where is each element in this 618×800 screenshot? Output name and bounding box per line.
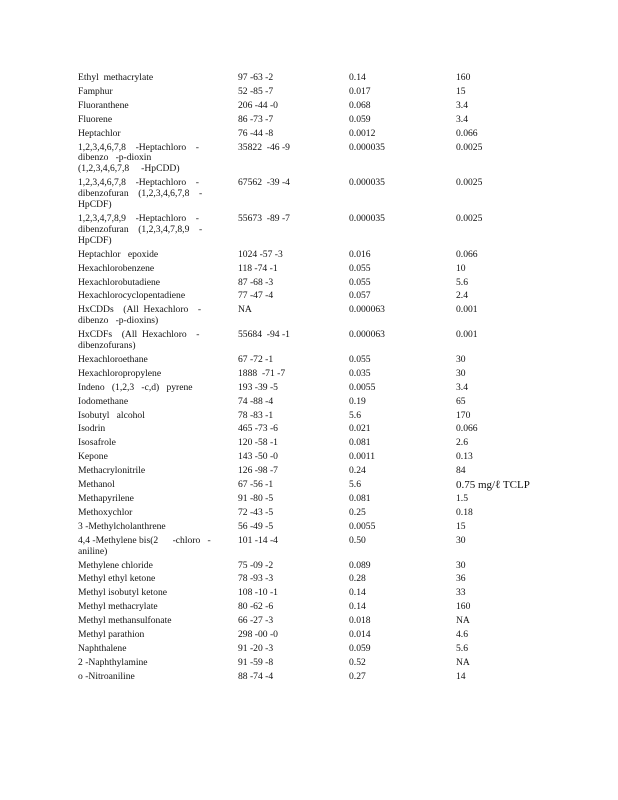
wastewater-standard: 0.055 — [349, 353, 371, 365]
wastewater-standard: 5.6 — [349, 479, 361, 491]
wastewater-standard: 0.25 — [349, 506, 366, 518]
wastewater-standard: 0.50 — [349, 534, 366, 546]
table-row — [78, 494, 556, 508]
constituent-name: Kepone — [78, 451, 108, 463]
table-row — [78, 411, 556, 425]
nonwastewater-standard: 0.0025 — [456, 177, 483, 189]
constituent-name: Isodrin — [78, 423, 106, 435]
table-row — [78, 452, 556, 466]
table-row — [78, 630, 556, 644]
constituent-name: 1,2,3,4,6,7,8 -Heptachloro - dibenzofuran (1,2,3,4,6,7,8 - HpCDF) — [78, 177, 203, 211]
nonwastewater-standard: 10 — [456, 262, 466, 274]
table-row — [78, 291, 556, 305]
wastewater-standard: 0.081 — [349, 437, 371, 449]
nonwastewater-standard: 30 — [456, 534, 466, 546]
cas-number: 298 -00 -0 — [238, 629, 278, 641]
nonwastewater-standard: 2.4 — [456, 290, 468, 302]
cas-number: 101 -14 -4 — [238, 534, 278, 546]
nonwastewater-standard: 160 — [456, 72, 471, 83]
nonwastewater-standard: 0.75 mg/ℓ TCLP — [456, 479, 530, 492]
wastewater-standard: 0.017 — [349, 85, 371, 97]
table-row — [78, 264, 556, 278]
nonwastewater-standard: 1.5 — [456, 493, 468, 504]
table-row — [78, 178, 556, 214]
wastewater-standard: 0.0055 — [349, 520, 376, 532]
wastewater-standard: 0.000063 — [349, 304, 385, 316]
table-row — [78, 424, 556, 438]
constituent-name: Fluorene — [78, 113, 113, 125]
cas-number: 118 -74 -1 — [238, 262, 278, 274]
cas-number: 91 -80 -5 — [238, 493, 274, 504]
constituent-name: Iodomethane — [78, 395, 129, 407]
cas-number: 126 -98 -7 — [238, 465, 278, 477]
constituent-name: 3 -Methylcholanthrene — [78, 520, 166, 532]
cas-number: 76 -44 -8 — [238, 127, 274, 139]
nonwastewater-standard: 14 — [456, 670, 466, 682]
cas-number: 86 -73 -7 — [238, 113, 274, 125]
nonwastewater-standard: 0.001 — [456, 329, 478, 341]
table-row — [78, 143, 556, 179]
nonwastewater-standard: 5.6 — [456, 642, 468, 654]
constituent-name: Fluoranthene — [78, 99, 129, 111]
table-row — [78, 480, 556, 494]
constituent-name: 4,4 -Methylene bis(2 -chloro - aniline) — [78, 534, 211, 557]
table-row — [78, 101, 556, 115]
cas-number: 80 -62 -6 — [238, 601, 274, 613]
wastewater-standard: 0.14 — [349, 601, 366, 613]
constituent-name: 1,2,3,4,7,8,9 -Heptachloro - dibenzofuran (1,2,3,4,7,8,9 - HpCDF) — [78, 212, 203, 246]
nonwastewater-standard: 30 — [456, 559, 466, 571]
wastewater-standard: 0.068 — [349, 99, 371, 111]
table-row — [78, 369, 556, 383]
constituent-name: Methapyrilene — [78, 493, 134, 504]
cas-number: 91 -20 -3 — [238, 642, 274, 654]
nonwastewater-standard: 0.18 — [456, 506, 473, 518]
cas-number: 88 -74 -4 — [238, 670, 274, 682]
table-row — [78, 355, 556, 369]
nonwastewater-standard: 0.0025 — [456, 141, 483, 153]
nonwastewater-standard: NA — [456, 615, 470, 627]
cas-number: 55673 -89 -7 — [238, 212, 290, 224]
constituent-name: 2 -Naphthylamine — [78, 656, 148, 668]
nonwastewater-standard: 15 — [456, 85, 466, 97]
table-row — [78, 602, 556, 616]
table-row — [78, 644, 556, 658]
wastewater-standard: 0.24 — [349, 465, 366, 477]
wastewater-standard: 0.0055 — [349, 381, 376, 393]
constituent-name: Methoxychlor — [78, 506, 133, 518]
wastewater-standard: 0.081 — [349, 493, 371, 504]
nonwastewater-standard: 84 — [456, 465, 466, 477]
nonwastewater-standard: 160 — [456, 601, 471, 613]
wastewater-standard: 0.000035 — [349, 177, 385, 189]
constituent-name: Hexachlorobenzene — [78, 262, 155, 274]
table-body — [78, 73, 556, 686]
constituent-name: Methyl parathion — [78, 629, 145, 641]
constituent-name: Methyl methacrylate — [78, 601, 158, 613]
constituent-name: Ethyl methacrylate — [78, 72, 154, 83]
table-row — [78, 305, 556, 330]
constituent-name: Heptachlor — [78, 127, 121, 139]
constituent-name: Methyl methansulfonate — [78, 615, 172, 627]
cas-number: 97 -63 -2 — [238, 72, 274, 83]
table-row — [78, 87, 556, 101]
table-row — [78, 508, 556, 522]
nonwastewater-standard: 0.001 — [456, 304, 478, 316]
cas-number: 87 -68 -3 — [238, 276, 274, 288]
constituent-name: Methyl ethyl ketone — [78, 573, 156, 585]
wastewater-standard: 0.089 — [349, 559, 371, 571]
wastewater-standard: 0.000063 — [349, 329, 385, 341]
constituent-name: Indeno (1,2,3 -c,d) pyrene — [78, 381, 193, 393]
table-row — [78, 658, 556, 672]
cas-number: 52 -85 -7 — [238, 85, 274, 97]
cas-number: 78 -93 -3 — [238, 573, 274, 585]
wastewater-standard: 0.035 — [349, 367, 371, 379]
table-row — [78, 616, 556, 630]
table-row — [78, 397, 556, 411]
cas-number: 56 -49 -5 — [238, 520, 274, 532]
table-row — [78, 588, 556, 602]
cas-number: 206 -44 -0 — [238, 99, 278, 111]
cas-number: 74 -88 -4 — [238, 395, 274, 407]
constituent-name: Methanol — [78, 479, 115, 491]
nonwastewater-standard: NA — [456, 656, 470, 668]
constituent-name: Methacrylonitrile — [78, 465, 146, 477]
nonwastewater-standard: 5.6 — [456, 276, 468, 288]
wastewater-standard: 0.19 — [349, 395, 366, 407]
wastewater-standard: 0.14 — [349, 72, 366, 83]
table-row — [78, 278, 556, 292]
wastewater-standard: 0.000035 — [349, 141, 385, 153]
table-row — [78, 383, 556, 397]
wastewater-standard: 0.52 — [349, 656, 366, 668]
nonwastewater-standard: 0.13 — [456, 451, 473, 463]
nonwastewater-standard: 15 — [456, 520, 466, 532]
nonwastewater-standard: 33 — [456, 587, 466, 599]
constituent-name: Hexachloroethane — [78, 353, 148, 365]
nonwastewater-standard: 3.4 — [456, 99, 468, 111]
nonwastewater-standard: 30 — [456, 353, 466, 365]
wastewater-standard: 0.055 — [349, 262, 371, 274]
wastewater-standard: 0.0011 — [349, 451, 376, 463]
table-row — [78, 330, 556, 355]
wastewater-standard: 0.055 — [349, 276, 371, 288]
constituent-name: Hexachlorocyclopentadiene — [78, 290, 186, 302]
table-row — [78, 561, 556, 575]
cas-number: 66 -27 -3 — [238, 615, 274, 627]
wastewater-standard: 0.14 — [349, 587, 366, 599]
wastewater-standard: 0.059 — [349, 113, 371, 125]
table-row — [78, 672, 556, 686]
wastewater-standard: 0.016 — [349, 248, 371, 260]
nonwastewater-standard: 30 — [456, 367, 466, 379]
constituent-name: Isosafrole — [78, 437, 116, 449]
cas-number: 77 -47 -4 — [238, 290, 274, 302]
constituent-name: Methyl isobutyl ketone — [78, 587, 167, 599]
wastewater-standard: 0.27 — [349, 670, 366, 682]
table-row — [78, 129, 556, 143]
constituent-name: Hexachloropropylene — [78, 367, 162, 379]
cas-number: 35822 -46 -9 — [238, 141, 290, 153]
constituent-table — [78, 73, 556, 686]
cas-number: 1888 -71 -7 — [238, 367, 286, 379]
cas-number: 55684 -94 -1 — [238, 329, 290, 341]
cas-number: 67 -56 -1 — [238, 479, 274, 491]
cas-number: 75 -09 -2 — [238, 559, 274, 571]
cas-number: 1024 -57 -3 — [238, 248, 283, 260]
constituent-name: Isobutyl alcohol — [78, 409, 145, 421]
nonwastewater-standard: 0.066 — [456, 423, 478, 435]
wastewater-standard: 0.059 — [349, 642, 371, 654]
constituent-name: Methylene chloride — [78, 559, 153, 571]
nonwastewater-standard: 3.4 — [456, 381, 468, 393]
constituent-name: Heptachlor epoxide — [78, 248, 159, 260]
constituent-name: HxCDFs (All Hexachloro - dibenzofurans) — [78, 329, 200, 352]
wastewater-standard: 0.057 — [349, 290, 371, 302]
cas-number: 465 -73 -6 — [238, 423, 278, 435]
constituent-name: Hexachlorobutadiene — [78, 276, 161, 288]
table-row — [78, 214, 556, 250]
cas-number: 108 -10 -1 — [238, 587, 278, 599]
nonwastewater-standard: 170 — [456, 409, 471, 421]
wastewater-standard: 0.018 — [349, 615, 371, 627]
wastewater-standard: 0.000035 — [349, 212, 385, 224]
cas-number: 120 -58 -1 — [238, 437, 278, 449]
table-row — [78, 438, 556, 452]
nonwastewater-standard: 0.066 — [456, 248, 478, 260]
wastewater-standard: 5.6 — [349, 409, 361, 421]
constituent-name: Naphthalene — [78, 642, 127, 654]
cas-number: 143 -50 -0 — [238, 451, 278, 463]
cas-number: 193 -39 -5 — [238, 381, 278, 393]
constituent-name: HxCDDs (All Hexachloro - dibenzo -p-dioxins) — [78, 304, 202, 327]
table-row — [78, 115, 556, 129]
table-row — [78, 250, 556, 264]
wastewater-standard: 0.28 — [349, 573, 366, 585]
nonwastewater-standard: 0.0025 — [456, 212, 483, 224]
wastewater-standard: 0.014 — [349, 629, 371, 641]
nonwastewater-standard: 2.6 — [456, 437, 468, 449]
table-row — [78, 574, 556, 588]
constituent-name: 1,2,3,4,6,7,8 -Heptachloro - dibenzo -p-dioxin (1,2,3,4,6,7,8 -HpCDD) — [78, 141, 199, 175]
nonwastewater-standard: 3.4 — [456, 113, 468, 125]
cas-number: 91 -59 -8 — [238, 656, 274, 668]
table-row — [78, 522, 556, 536]
table-row — [78, 536, 556, 561]
constituent-name: Famphur — [78, 85, 113, 97]
cas-number: 78 -83 -1 — [238, 409, 274, 421]
table-row — [78, 73, 556, 87]
wastewater-standard: 0.021 — [349, 423, 371, 435]
constituent-name: o -Nitroaniline — [78, 670, 135, 682]
wastewater-standard: 0.0012 — [349, 127, 376, 139]
cas-number: NA — [238, 304, 252, 316]
nonwastewater-standard: 36 — [456, 573, 466, 585]
cas-number: 72 -43 -5 — [238, 506, 274, 518]
cas-number: 67562 -39 -4 — [238, 177, 290, 189]
cas-number: 67 -72 -1 — [238, 353, 274, 365]
table-row — [78, 466, 556, 480]
nonwastewater-standard: 0.066 — [456, 127, 478, 139]
nonwastewater-standard: 4.6 — [456, 629, 468, 641]
nonwastewater-standard: 65 — [456, 395, 466, 407]
